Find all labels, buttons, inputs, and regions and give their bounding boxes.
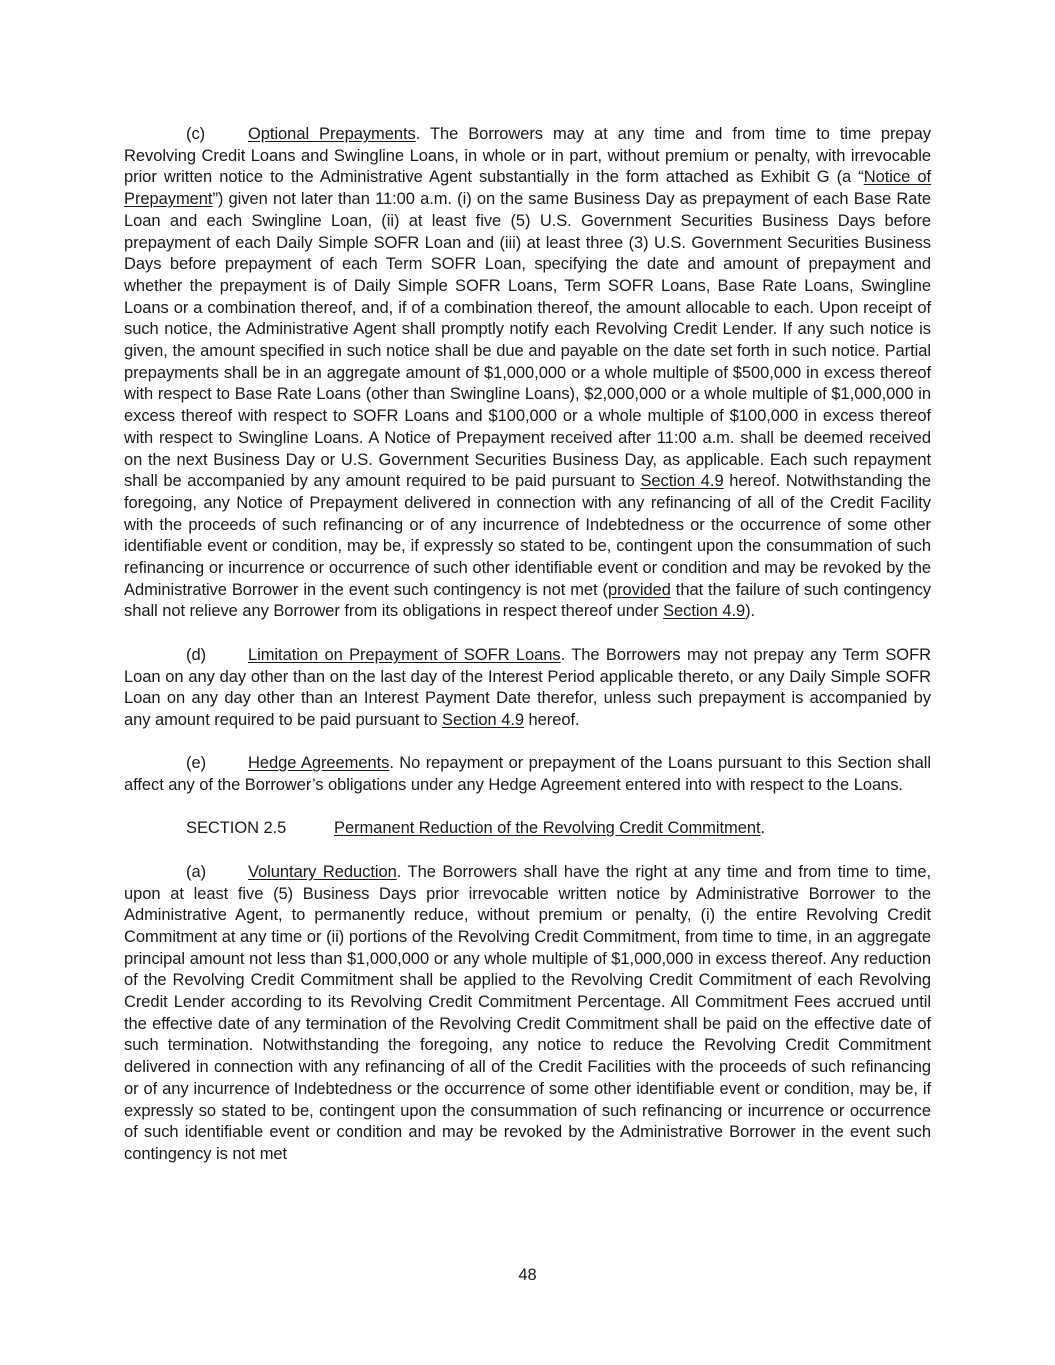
paragraph-text: . The Borrowers shall have the right at any time and from time to time, upon at least five (5) Business Days prior irrevocable written notice by Administrative Borrower to the Administrative Agent, to permanently reduce, without premium or penalty, (i) the entire Revolving Credit Commitment at any time or (ii) portions of the Revolving Credit Commitment, from time to time, in an aggregate principal amount not less than $1,000,000 or any whole multiple of $1,000,000 in excess thereof. Any reduction of the Revolving Credit Commitment shall be applied to the Revolving Credit Commitment of each Revolving Credit Lender according to its Revolving Credit Commitment Percentage. All Commitment Fees accrued until the effective date of any termination of the Revolving Credit Commitment shall be paid on the effective date of such termination. Notwithstanding the foregoing, any notice to reduce the Revolving Credit Commitment delivered in connection with any refinancing of all of the Credit Facilities with the proceeds of such refinancing or of any incurrence of Indebtedness or the occurrence of some other identifiable event or condition, may be, if expressly so stated to be, contingent upon the consummation of such refinancing or incurrence or occurrence of such identifiable event or condition and may be revoked by the Administrative Borrower in the event such contingency is not met <box>124 862 931 1163</box>
section-heading-2-5 <box>124 818 931 840</box>
defined-term: Notice of Prepayment <box>124 168 931 209</box>
paragraph-label: (a) <box>186 862 207 881</box>
document-body <box>124 124 931 1187</box>
section-reference: Section 4.9 <box>640 472 724 491</box>
paragraph-text: hereof. <box>524 710 580 729</box>
paragraph-text: . The Borrowers may not prepay any Term SOFR Loan on any day other than on the last day of the Interest Period applicable thereto, or any Daily Simple SOFR Loan on any day other than an Interest Payment Date therefor, unless such prepayment is accompanied by any amount required to be paid pursuant to <box>124 645 931 729</box>
paragraph-heading: Limitation on Prepayment of SOFR Loans <box>248 645 561 664</box>
paragraph-a <box>124 862 931 1166</box>
paragraph-heading: Hedge Agreements <box>248 754 390 773</box>
paragraph-text: . <box>760 819 766 838</box>
section-number: SECTION 2.5 <box>186 819 287 838</box>
paragraph-label: (d) <box>186 645 207 664</box>
section-reference: Section 4.9 <box>441 710 524 729</box>
paragraph-e <box>124 753 931 796</box>
paragraph-label: (c) <box>186 125 206 143</box>
paragraph-text: that the failure of such contingency shall not relieve any Borrower from its obligations in respect thereof under <box>124 580 931 621</box>
paragraph-label: (e) <box>186 754 207 773</box>
paragraph-c <box>124 124 931 623</box>
proviso-term: provided <box>607 580 671 599</box>
paragraph-heading: Optional Prepayments <box>248 125 416 143</box>
paragraph-text: hereof. Notwithstanding the foregoing, any Notice of Prepayment delivered in connection with any refinancing of all of the Credit Facility with the proceeds of such refinancing or of any incurrence of Indebtedness or the occurrence of some other identifiable event or condition, may be, if expressly so stated to be, contingent upon the consummation of such refinancing or incurrence or occurrence of such other identifiable event or condition and may be revoked by the Administrative Borrower in the event such contingency is not met ( <box>124 472 932 599</box>
paragraph-text: ”) given not later than 11:00 a.m. (i) on the same Business Day as prepayment of each Base Rate Loan and each Swingline Loan, (ii) at least five (5) U.S. Government Securities Business Days before prepayment of each Daily Simple SOFR Loan and (iii) at least three (3) U.S. Government Securities Business Days before prepayment of each Term SOFR Loan, specifying the date and amount of prepayment and whether the prepayment is of Daily Simple SOFR Loans, Term SOFR Loans, Base Rate Loans, Swingline Loans or a combination thereof, and, if of a combination thereof, the amount allocable to each. Upon receipt of such notice, the Administrative Agent shall promptly notify each Revolving Credit Lender. If any such notice is given, the amount specified in such notice shall be due and payable on the date set forth in such notice. Partial prepayments shall be in an aggregate amount of $1,000,000 or a whole multiple of $500,000 in excess thereof with respect to Base Rate Loans (other than Swingline Loans), $2,000,000 or a whole multiple of $1,000,000 in excess thereof with respect to SOFR Loans and $100,000 or a whole multiple of $100,000 in excess thereof with respect to Swingline Loans. A Notice of Prepayment received after 11:00 a.m. shall be deemed received on the next Business Day or U.S. Government Securities Business Day, as applicable. Each such repayment shall be accompanied by any amount required to be paid pursuant to <box>124 190 931 491</box>
section-title: Permanent Reduction of the Revolving Credit Commitment <box>334 819 761 838</box>
section-reference: Section 4.9 <box>663 602 746 621</box>
page-number: 48 <box>518 1266 537 1284</box>
paragraph-text: ). <box>745 602 756 621</box>
paragraph-heading: Voluntary Reduction <box>248 862 397 881</box>
paragraph-text: . No repayment or prepayment of the Loans pursuant to this Section shall affect any of the Borrower’s obligations under any Hedge Agreement entered into with respect to the Loans. <box>124 754 931 795</box>
paragraph-text: . The Borrowers may at any time and from time to time prepay Revolving Credit Loans and Swingline Loans, in whole or in part, without premium or penalty, with irrevocable prior written notice to the Administrative Agent substantially in the form attached as Exhibit G (a “ <box>124 125 931 187</box>
paragraph-d <box>124 645 931 732</box>
